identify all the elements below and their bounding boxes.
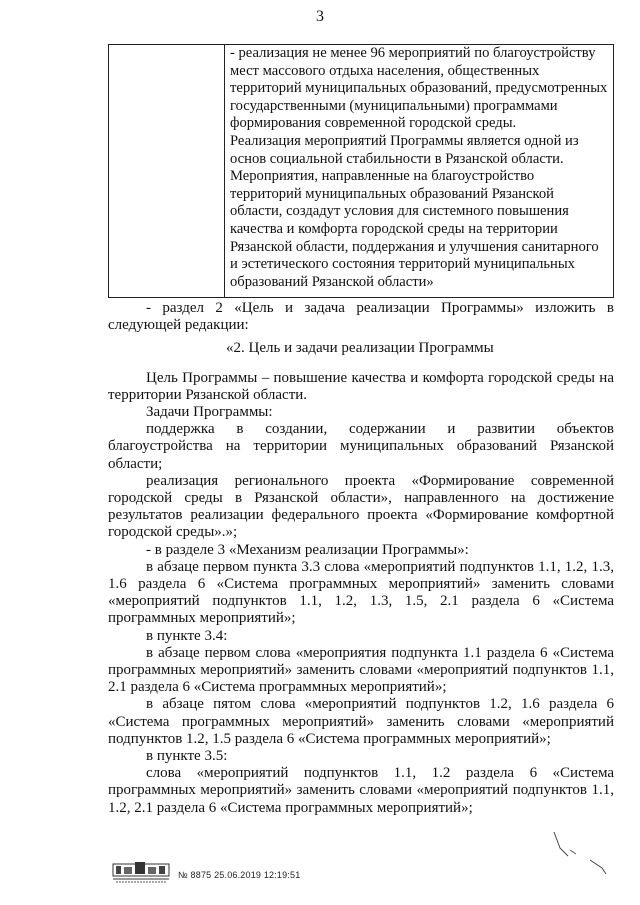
paragraph-3-3: в абзаце первом пункта 3.3 слова «мероприятий подпунктов 1.1, 1.2, 1.3, 1.6 раздела 6 «Система программных мероприятий» заменить словами «мероприятий подпунктов 1.1, 1.2, 1.3, 1.5, 2.1 раздела 6 «Система программных мероприятий»; [108,558,614,627]
handwritten-mark-icon [540,830,610,880]
table-left-cell [109,45,225,297]
paragraph-section2-intro: - раздел 2 «Цель и задача реализации Программы» изложить в следующей редакции: [108,300,614,334]
paragraph-3-5-label: в пункте 3.5: [146,748,228,765]
section-heading: «2. Цель и задачи реализации Программы [226,340,494,357]
table-paragraph: Мероприятия, направленные на благоустройство территорий муниципальных образований Рязанской области, создадут условия для системного повышения качества и комфорта городской среды на территории Рязанской области, поддержания и улучшения санитарного и эстетического состояния территорий муниципальных образований Рязанской области» [230,168,599,290]
paragraph-task-1: поддержка в создании, содержании и развитии объектов благоустройства на территории муниципальных образований Рязанской области; [108,421,614,472]
paragraph-goal: Цель Программы – повышение качества и комфорта городской среды на территории Рязанской области. [108,369,614,403]
table-paragraph: - реализация не менее 96 мероприятий по благоустройству мест массового отдыха населения, общественных территорий муниципальных образований, предусмотренных государственными (муниципальными) программами формирования современной городской среды. [230,45,608,132]
page-number: 3 [316,8,324,25]
registration-footer [112,858,300,884]
paragraph-task-2: реализация регионального проекта «Формирование современной городской среды в Рязанской области», направленного на достижение результатов реализации федерального проекта «Формирование комфортной городской среды».»; [108,472,614,541]
paragraph-tasks-label: Задачи Программы: [146,404,273,421]
ryazan-government-logo-icon [112,860,170,884]
document-body [108,300,614,817]
table-right-cell [230,45,609,291]
paragraph-section3: - в разделе 3 «Механизм реализации Программы»: [146,541,469,558]
table-paragraph: Реализация мероприятий Программы является одной из основ социальной стабильности в Рязанской области. [230,132,579,167]
paragraph-3-5-words: слова «мероприятий подпунктов 1.1, 1.2 раздела 6 «Система программных мероприятий» заменить словами «мероприятий подпунктов 1.1, 1.2, 2.1 раздела 6 «Система программных мероприятий»; [108,765,614,816]
continuation-table [108,44,614,298]
paragraph-3-4-first: в абзаце первом слова «мероприятия подпункта 1.1 раздела 6 «Система программных мероприятий» заменить словами «мероприятий подпунктов 1.1, 2.1 раздела 6 «Система программных мероприятий»; [108,644,614,696]
registration-stamp: № 8875 25.06.2019 12:19:51 [178,870,301,880]
paragraph-3-4-label: в пункте 3.4: [146,627,228,644]
paragraph-3-4-fifth: в абзаце пятом слова «мероприятий подпунктов 1.2, 1.6 раздела 6 «Система программных мероприятий» заменить словами «мероприятий подпунктов 1.2, 1.5 раздела 6 «Система программных мероприятий»; [108,696,614,747]
